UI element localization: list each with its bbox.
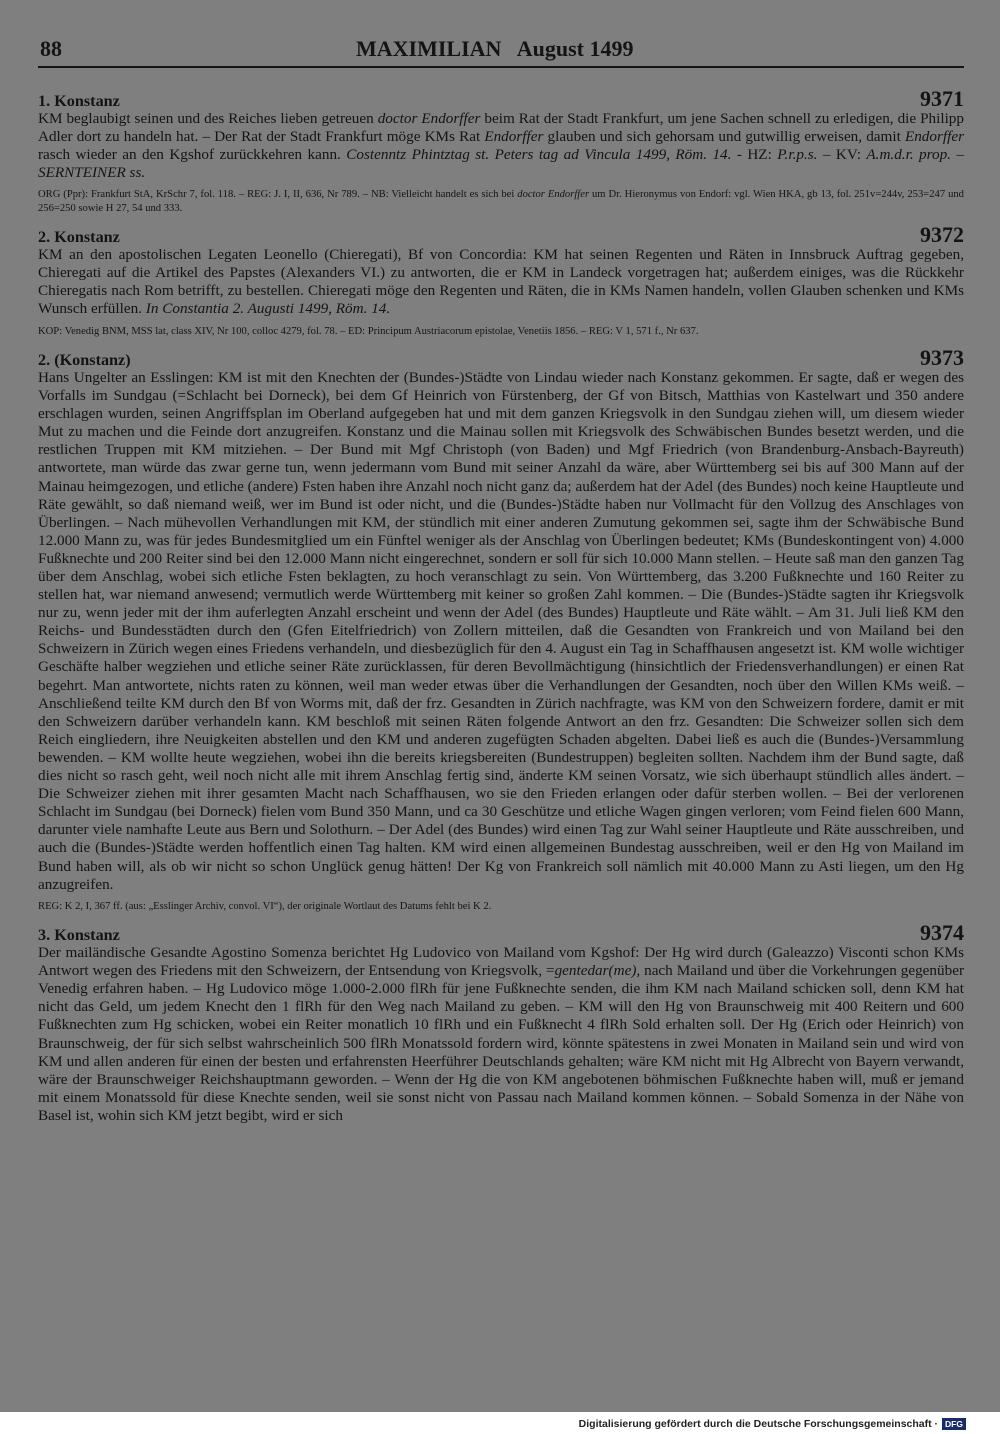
entry-number: 9371 [920, 86, 964, 111]
entry-heading [38, 922, 964, 944]
entry-place: 3. Konstanz [38, 926, 120, 945]
page-number: 88 [40, 36, 62, 61]
entry-text: Hans Ungelter an Esslingen: KM ist mit den Knechten der (Bundes-)Städte von Lindau wieder nach Konstanz gekommen. Er sagte, daß er wegen des Vorfalls im Sundgau (=Schlacht bei Dorneck), bei dem Gf Heinrich von Fürstenberg, der Gf von Bitsch, Matthias von Kastelwart und 350 andere erschlagen wurden, seinen Angriffsplan im Oberland aufgegeben hat und mit dem ganzen Kriegsvolk in den Sundgau ziehen will, um diesem wieder Mut zu machen und die Feinde dort anzugreifen. Konstanz und die Mainau sollen mit Kriegsvolk des Schwäbischen Bundes besetzt werden, und die restlichen Truppen mit KM mitziehen. – Der Bund mit Mgf Christoph (von Baden) und Mgf Friedrich (von Brandenburg-Ansbach-Bayreuth) antwortete, man würde das zwar gerne tun, wenn jedermann vom Bund mit seiner Anzahl da wäre, aber Württemberg sei bis auf 300 Mann auf der Mainau heimgezogen, und etliche (andere) Fsten haben ihre Anzahl noch nicht ganz da; außerdem hat der Adel (des Bundes) noch keine Hauptleute und Räte gewählt, so daß niemand weiß, wer im Bund ist oder nicht, und die (Bundes-)Städte haben nur Vollmacht für den Vollzug des Anschlages von Überlingen. – Nach mühevollen Verhandlungen mit KM, der stündlich mit einer anderen Zumutung gekommen sei, sagte ihm der Schwäbische Bund 12.000 Mann zu, was für jedes Bundesmitglied um ein Fünftel weniger als der Anschlag von Überlingen bedeutet; KMs (Bundeskontingent von) 4.000 Fußknechte und 200 Reiter sind bei den 12.000 Mann nicht eingerechnet, sondern er soll für sich 10.000 Mann stellen. – Heute saß man den ganzen Tag über dem Anschlag, wobei sich etliche Fsten beklagten, zu hoch veranschlagt zu sein. Von Württemberg, das 3.200 Fußknechte und 160 Reiter zu stellen hat, war niemand anwesend; vermutlich werde Württemberg mit keiner so großen Zahl kommen. – Die (Bundes-)Städte sagten ihr Kriegsvolk nur zu, wenn jeder mit der ihm auferlegten Anzahl erscheint und wenn der Adel (des Bundes) Hauptleute und Räte wählt. – Am 31. Juli ließ KM den Reichs- und Bundesstädten durch den (Gfen Eitelfriedrich) von Zollern mitteilen, daß die Gesandten von Frankreich und von Mailand bei den Schweizern in Zürich wegen eines Friedens verhandeln, und diesbezüglich für den 4. August ein Tag in Schaffhausen angesetzt ist. KM wolle wichtiger Geschäfte halber wegziehen und etliche seiner Räte zurücklassen, für deren Bevollmächtigung (hinsichtlich der Friedensverhandlungen) er einen Rat begehrt. Man antwortete, nichts raten zu können, weil man weder etwas über die Verhandlungen der Gesandten, noch über den Willen KMs weiß. – Anschließend teilte KM durch den Bf von Worms mit, daß der frz. Gesandten in Zürich nachfragte, was KM von den Schweizern fordere, damit er mit den Schweizern darüber verhandeln kann. KM beschloß mit seinen Räten folgende Antwort an den frz. Gesandten: Die Schweizer sollen sich dem Reich eingliedern, ihre Neuigkeiten abstellen und den KM und anderen zugefügten Schaden abgelten. Dabei ließ es auch die (Bundes-)Versammlung bewenden. – KM wollte heute wegziehen, wobei ihn die bereits kriegsbereiten (Bundestruppen) begleiten sollten. Nachdem ihm der Bund sagte, daß dies nicht so rasch geht, weil noch nicht alle mit ihrem Anschlag fertig sind, änderte KM seinen Vorsatz, wie sich überhaupt stündlich alles ändert. – Die Schweizer ziehen mit ihrer gesamten Macht nach Schaffhausen, wo sie den Frieden erlangen oder dafür sterben wollen. – Bei der verlorenen Schlacht im Sundgau (bei Dorneck) fielen vom Bund 350 Mann, und ca 30 Geschütze und etliche Wagen gingen verloren; vom Feind fielen 600 Mann, darunter viele namhafte Leute aus Bern und Solothurn. – Der Adel (des Bundes) wird einen Tag zur Wahl seiner Hauptleute und Räte ausschreiben, und auch die (Bundes-)Städte werden hoffentlich einen Tag halten. KM wird einen allgemeinen Bundestag ausschreiben, weil er den Hg von Mailand im Bund haben will, als ob wir nicht so schon Unglück genug hätten! Der Kg von Frankreich soll nämlich mit 40.000 Mann zu Asti liegen, um den Hg anzugreifen. [38, 368, 964, 893]
entry-number: 9374 [920, 920, 964, 946]
running-title: MAXIMILIAN August 1499 [356, 36, 634, 61]
entry-reference: REG: K 2, I, 367 ff. (aus: „Esslinger Archiv, convol. VI“), der originale Wortlaut des Datums fehlt bei K 2. [38, 900, 492, 912]
entry-9371 [38, 88, 964, 215]
entry-place: 1. Konstanz [38, 92, 120, 110]
entry-number: 9373 [920, 344, 964, 370]
entry-reference: KOP: Venedig BNM, MSS lat, class XIV, Nr 100, colloc 4279, fol. 78. – ED: Principum Austriacorum epistolae, Venetiis 1856. – REG: V 1, 571 f., Nr 637. [38, 325, 699, 337]
entry-heading [38, 344, 964, 370]
entry-9374 [38, 922, 964, 1125]
entry-place: 2. Konstanz [38, 228, 120, 247]
entry-place: 2. (Konstanz) [38, 350, 131, 369]
entry-text: Der mailändische Gesandte Agostino Somenza berichtet Hg Ludovico von Mailand vom Kgshof: Der Hg wird durch (Galeazzo) Visconti schon KMs Antwort wegen des Friedens mit den Schweizern, der Entsendung von Kriegsvolk, =gentedar(me), nach Mailand und über die Vorkehrungen gegenüber Venedig erfahren haben. – Hg Ludovico möge 1.000-2.000 flRh für jene Fußknechte senden, die ihm KM nach Mailand schicken soll, denn KM hat nicht das Geld, um jedem Knecht den 1 flRh für den Weg nach Mailand zu geben. – KM will den Hg von Braunschweig mit 400 Reitern und 600 Fußknechten zum Hg schicken, wobei ein Reiter monatlich 10 flRh und ein Fußknecht 4 flRh Sold erhalten soll. Der Hg (Erich oder Heinrich) von Braunschweig, der für sich selbst wahrscheinlich 500 flRh Monatssold fordern wird, könnte spätestens in zwei Monaten in Mailand sein und wird von KM und allen anderen für einen der besten und erfahrensten Heerführer Deutschlands gehalten; wäre KM nicht mit Hg Albrecht von Bayern verwandt, wäre der Braunschweiger Reichshauptmann geworden. – Wenn der Hg die von KM angebotenen böhmischen Fußknechte haben will, muß er jemand mit einem Monatssold für diese Knechte senden, weil sie sonst nicht von Passau nach Mailand kommen können. – Sobald Somenza in der Nähe von Basel ist, wohin sich KM jetzt begibt, wird er sich [38, 944, 964, 1124]
footer-text: Digitalisierung gefördert durch die Deutsche Forschungsgemeinschaft · [578, 1418, 939, 1430]
entry-reference: ORG (Ppr): Frankfurt StA, KrSchr 7, fol. 118. – REG: J. I, II, 636, Nr 789. – NB: Vielleicht handelt es sich bei doctor Endorffer um Dr. Hieronymus von Endorf: vgl. Wien HKA, gb 13, fol. 251v=244v, 253=247 und 256=250 sowie H 27, 54 und 333. [38, 189, 964, 214]
entry-heading [38, 224, 964, 246]
entry-9373 [38, 344, 964, 913]
entry-9372 [38, 224, 964, 338]
funding-footer [579, 1418, 966, 1430]
dfg-logo: DFG [942, 1418, 966, 1430]
entry-text: KM an den apostolischen Legaten Leonello (Chieregati), Bf von Concordia: KM hat seinen Regenten und Räten in Innsbruck Auftrag gegeben, Chieregati auf die Artikel des Papstes (Alexanders VI.) zu antworten, die er KM in Landeck vorgetragen hat; außerdem einiges, was die Rückkehr Chieregatis nach Rom betrifft, zu bestellen. Chieregati möge den Regenten und Räten, die in KMs Namen handeln, vollen Glauben schenken und KMs Wunsch erfüllen. In Constantia 2. Augusti 1499, Röm. 14. [38, 246, 964, 318]
main-content [38, 88, 964, 1125]
entry-number: 9372 [920, 222, 964, 248]
entry-heading [38, 88, 964, 110]
running-header [38, 36, 964, 68]
entry-text: KM beglaubigt seinen und des Reiches lieben getreuen doctor Endorffer beim Rat der Stadt Frankfurt, um jene Sachen schnell zu erledigen, die Philipp Adler dort zu handeln hat. – Der Rat der Stadt Frankfurt möge KMs Rat Endorffer glauben und sich gehorsam und gutwillig erweisen, damit Endorffer rasch wieder an den Kgshof zurückkehren kann. Costenntz Phintztag st. Peters tag ad Vincula 1499, Röm. 14. - HZ: P.r.p.s. – KV: A.m.d.r. prop. – SERNTEINER ss. [38, 110, 964, 182]
